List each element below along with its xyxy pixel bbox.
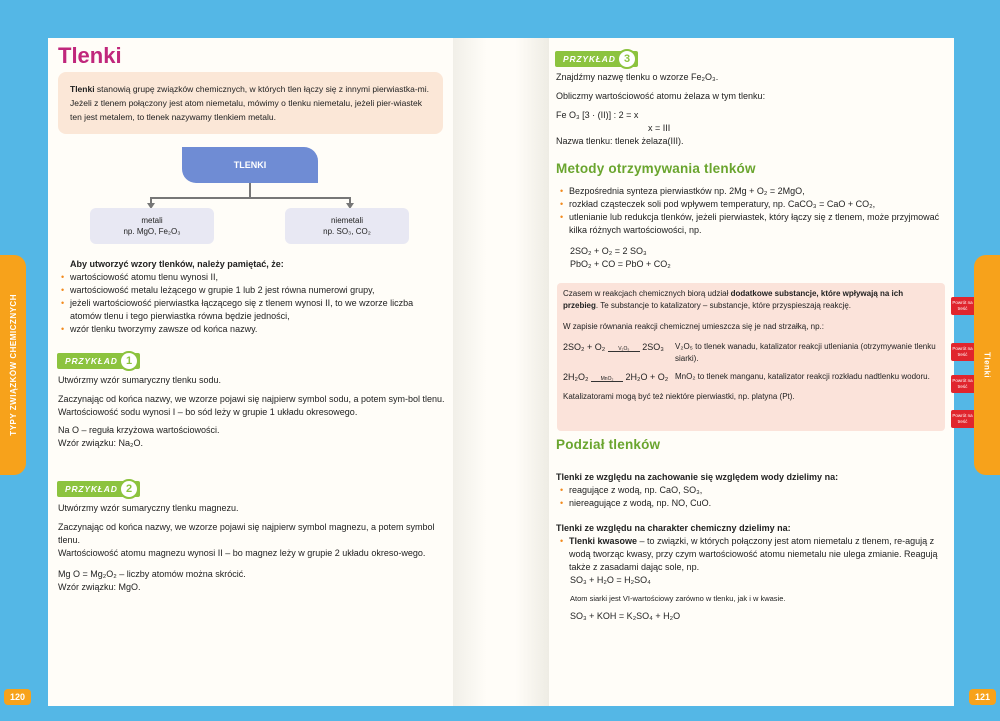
diagram-connector [249,183,251,197]
list-item: • reagujące z wodą, np. CaO, SO₃, [560,484,945,497]
page-number-left: 120 [4,689,31,705]
back-to-contents-link[interactable]: Powrót na treść [951,343,974,361]
formula: Na O – reguła krzyżowa wartościowości. [58,425,220,435]
diagram-connector [150,197,350,199]
back-to-contents-link[interactable]: Powrót na treść [951,375,974,393]
note: Atom siarki jest VI-wartościowy zarówno w tlenku, jak i w kwasie. [570,594,786,603]
example-3-text: Znajdźmy nazwę tlenku o wzorze Fe₂O₃. Obliczmy wartościowość atomu żelaza w tym tlenku: Fe O₃ [3 · (II)] : 2 = x x = III Nazwa tlenku: tlenek żelaza(III). [556,71,946,148]
diagram-root-box: TLENKI [182,147,318,183]
methods-list [560,185,945,237]
formula: Fe O₃ [3 · (II)] : 2 = x [556,110,639,120]
equation: PbO₂ + CO = PbO + CO₂ [570,259,671,269]
list-item: • niereagujące z wodą, np. NO, CuO. [560,497,945,510]
list-item: • utlenianie lub redukcja tlenków, jeżeli pierwiastek, który łączy się z tlenem, może przyjmować kilka różnych wartościowości, np. [560,211,945,237]
equation: SO₃ + H₂O = H₂SO₄ [570,575,651,585]
catalyst-reaction-2: 2H₂O₂ MnO₂ 2H₂O + O₂ MnO₂ to tlenek manganu, katalizator reakcji rozkładu nadtlenku wodoru. [563,371,939,385]
intro-box: Tlenki stanowią grupę związków chemicznych, w których tlen łączy się z innymi pierwiastka-mi. Jeżeli z tlenem połączony jest atom niemetalu, mówimy o tlenku niemetalu, jeżeli pier-wiastek ten jest metalem, to tlenek nazywamy tlenkiem metalu. [58,72,443,134]
page-title: Tlenki [58,43,122,68]
example-1-text: Utwórzmy wzór sumaryczny tlenku sodu. Zaczynając od końca nazwy, we wzorze pojawi się najpierw symbol sodu, a potem sym-bol tlenu. Wartościowość sodu wynosi I – bo sód leży w grupie 1 układu okresowego. Na O – reguła krzyżowa wartościowości. Wzór związku: Na₂O. [58,375,445,448]
back-to-contents-link[interactable]: Powrót na treść [951,410,974,428]
water-list [560,484,945,510]
example-badge-1: PRZYKŁAD 1 [57,352,137,370]
page-number-right: 121 [969,689,996,705]
back-to-contents-link[interactable]: Powrót na treść [951,297,974,315]
example-badge-2: PRZYKŁAD 2 [57,480,137,498]
formula: Mg O = Mg₂O₂ – liczby atomów można skrócić. [58,569,246,579]
water-heading: Tlenki ze względu na zachowanie się względem wody dzielimy na: [556,472,839,482]
list-item: • wartościowość metalu leżącego w grupie 1 lub 2 jest równa numerowi grupy, [61,284,446,297]
book-gutter [453,38,549,706]
list-item: • wzór tlenku tworzymy zawsze od końca nazwy. [61,323,446,336]
side-tab-right: Tlenki [974,255,1000,475]
list-item: • Bezpośrednia synteza pierwiastków np. 2Mg + O₂ = 2MgO, [560,185,945,198]
equation: SO₃ + KOH = K₂SO₄ + H₂O [570,611,681,621]
diagram-box-metals: metali np. MgO, Fe₂O₃ [90,208,214,244]
list-item: • rozkład cząsteczek soli pod wpływem temperatury, np. CaCO₃ = CaO + CO₂, [560,198,945,211]
chem-heading: Tlenki ze względu na charakter chemiczny dzielimy na: [556,523,791,533]
catalyst-reaction-1: 2SO₂ + O₂ V₂O₅ 2SO₃ V₂O₅ to tlenek wanadu, katalizator reakcji utleniania (otrzymywanie tlenku siarki). [563,342,936,363]
rules-heading: Aby utworzyć wzory tlenków, należy pamiętać, że: [70,259,284,269]
side-tab-left: TYPY ZWIĄZKÓW CHEMICZNYCH [0,255,26,475]
rules-list [61,271,446,336]
chem-list [560,535,945,574]
section-heading-methods: Metody otrzymywania tlenków [556,161,756,176]
left-page [48,38,453,706]
list-item: • jeżeli wartościowość pierwiastka łączącego się z tlenem wynosi II, to we wzorze liczba atomów tlenu i tego pierwiastka równa będzie jedności, [61,297,446,323]
equation: 2SO₂ + O₂ = 2 SO₃ [570,246,647,256]
section-heading-division: Podział tlenków [556,437,661,452]
list-item: • Tlenki kwasowe – to związki, w których połączony jest atom niemetalu z tlenem, re-agują z wodą tworząc kwasy, przy czym wartościowość atomu niemetalu nie ulega zmianie. Reagują także z zasadami dając sole, np. [560,535,945,574]
example-2-text: Utwórzmy wzór sumaryczny tlenku magnezu. Zaczynając od końca nazwy, we wzorze pojawi się najpierw symbol magnezu, a potem symbol tlenu. Wartościowość atomu magnezu wynosi II – bo magnez leży w grupie 2 układu okreso-wego. Mg O = Mg₂O₂ – liczby atomów można skrócić. Wzór związku: MgO. [58,502,446,594]
example-badge-3: PRZYKŁAD 3 [555,50,635,68]
diagram-box-nonmetals: niemetali np. SO₃, CO₂ [285,208,409,244]
catalyst-info-box: Czasem w reakcjach chemicznych biorą udział dodatkowe substancje, które wpływają na ich przebieg. Te substancje to katalizatory – substancje, które przyspieszają reakcję. W zapisie równania reakcji chemicznej umieszcza się je nad strzałką, np.: 2SO₂ + O₂ V₂O₅ 2SO₃ V₂O₅ to tlenek wanadu, katalizator reakcji utleniania (otrzymywanie tlenku siarki). 2H₂O₂ MnO₂ 2H₂O + O₂ MnO₂ to tlenek manganu, katalizator reakcji rozkładu nadtlenku wodoru. Katalizatorami mogą być też niektóre pierwiastki, np. platyna (Pt). [557,283,945,431]
list-item: • wartościowość atomu tlenu wynosi II, [61,271,446,284]
